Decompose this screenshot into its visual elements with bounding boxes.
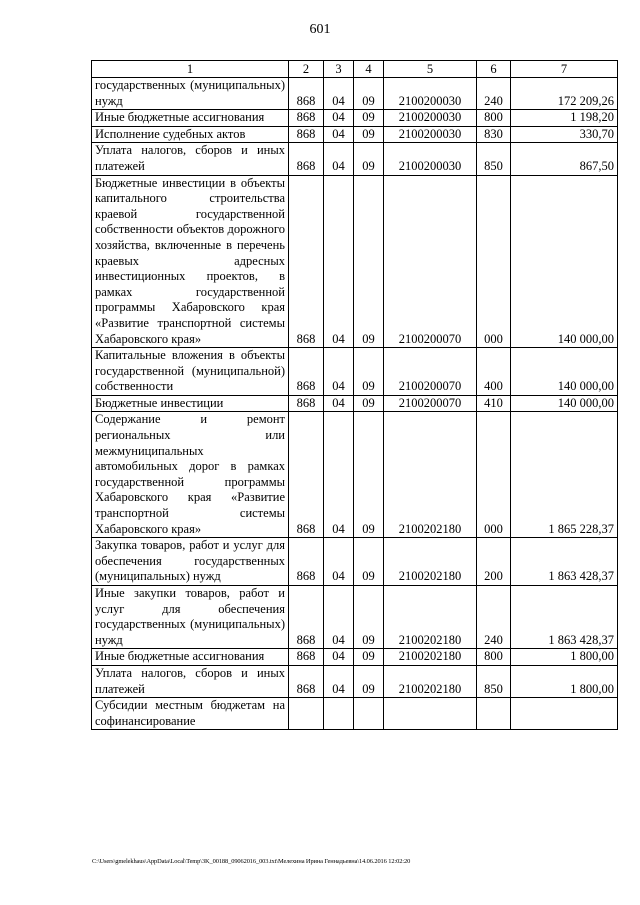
column-header-5: 5 [384,61,477,78]
row-rz: 04 [324,538,354,586]
row-rz: 04 [324,412,354,538]
row-csr [384,698,477,730]
row-vr: 850 [477,143,511,175]
row-vr: 240 [477,586,511,649]
row-rz: 04 [324,665,354,697]
table-header [92,61,618,78]
column-header-3: 3 [324,61,354,78]
row-csr: 2100202180 [384,538,477,586]
row-name: Содержание и ремонт региональных или межмуниципальных автомобильных дорог в рамках государственной программы Хабаровского края «Развитие транспортной системы Хабаровского края» [92,412,289,538]
row-pr [354,698,384,730]
row-ved: 868 [289,348,324,396]
row-sum: 1 800,00 [511,665,618,697]
row-ved [289,698,324,730]
table-row [92,110,618,127]
row-ved: 868 [289,538,324,586]
row-rz: 04 [324,78,354,110]
row-vr: 850 [477,665,511,697]
row-name: Бюджетные инвестиции [92,395,289,412]
row-vr: 000 [477,412,511,538]
row-pr: 09 [354,665,384,697]
row-ved: 868 [289,126,324,143]
row-name: Закупка товаров, работ и услуг для обеспечения государственных (муниципальных) нужд [92,538,289,586]
row-pr: 09 [354,412,384,538]
table-row [92,78,618,110]
row-pr: 09 [354,348,384,396]
row-vr: 800 [477,649,511,666]
row-vr: 410 [477,395,511,412]
row-sum: 140 000,00 [511,175,618,348]
row-name: Иные закупки товаров, работ и услуг для обеспечения государственных (муниципальных) нужд [92,586,289,649]
row-vr: 000 [477,175,511,348]
row-ved: 868 [289,395,324,412]
row-csr: 2100200030 [384,78,477,110]
column-header-2: 2 [289,61,324,78]
column-header-7: 7 [511,61,618,78]
row-name: Уплата налогов, сборов и иных платежей [92,665,289,697]
row-csr: 2100200030 [384,110,477,127]
table-row [92,175,618,348]
row-name: Исполнение судебных актов [92,126,289,143]
row-name: Иные бюджетные ассигнования [92,110,289,127]
row-pr: 09 [354,126,384,143]
table-row [92,143,618,175]
row-name: Субсидии местным бюджетам на софинансирование [92,698,289,730]
row-rz: 04 [324,348,354,396]
row-vr: 830 [477,126,511,143]
row-rz: 04 [324,110,354,127]
row-vr [477,698,511,730]
row-pr: 09 [354,78,384,110]
table-row [92,698,618,730]
row-name: Бюджетные инвестиции в объекты капитального строительства краевой государственной собственности объектов дорожного хозяйства, включенные в перечень краевых адресных инвестиционных проектов, в рамках государственной программы Хабаровского края «Развитие транспортной системы Хабаровского края» [92,175,289,348]
row-vr: 200 [477,538,511,586]
row-rz: 04 [324,175,354,348]
row-sum [511,698,618,730]
row-sum: 1 800,00 [511,649,618,666]
row-vr: 400 [477,348,511,396]
row-rz: 04 [324,649,354,666]
table-row [92,395,618,412]
row-rz [324,698,354,730]
row-vr: 800 [477,110,511,127]
row-pr: 09 [354,395,384,412]
row-name: государственных (муниципальных) нужд [92,78,289,110]
row-csr: 2100200070 [384,395,477,412]
table-row [92,412,618,538]
row-ved: 868 [289,665,324,697]
row-vr: 240 [477,78,511,110]
row-csr: 2100200070 [384,175,477,348]
row-csr: 2100202180 [384,665,477,697]
column-header-4: 4 [354,61,384,78]
row-csr: 2100200070 [384,348,477,396]
header-row [92,61,618,78]
row-name: Капитальные вложения в объекты государственной (муниципальной) собственности [92,348,289,396]
row-csr: 2100202180 [384,586,477,649]
row-csr: 2100200030 [384,126,477,143]
row-csr: 2100202180 [384,649,477,666]
table-row [92,348,618,396]
row-sum: 867,50 [511,143,618,175]
page-number: 601 [309,22,331,37]
row-ved: 868 [289,586,324,649]
row-name: Иные бюджетные ассигнования [92,649,289,666]
row-pr: 09 [354,649,384,666]
row-rz: 04 [324,586,354,649]
table-row [92,586,618,649]
row-ved: 868 [289,143,324,175]
row-ved: 868 [289,78,324,110]
budget-table [91,60,618,730]
row-rz: 04 [324,395,354,412]
row-pr: 09 [354,110,384,127]
row-sum: 140 000,00 [511,348,618,396]
table-row [92,538,618,586]
footer-file-path: C:\Users\gmelekhaus\AppData\Local\Temp\3K_00188_09062016_003.txt\Мелехина Ирина Геннадьевна\14.06.2016 12:02:20 [92,858,411,865]
table-row [92,126,618,143]
row-ved: 868 [289,649,324,666]
row-sum: 140 000,00 [511,395,618,412]
column-header-1: 1 [92,61,289,78]
row-rz: 04 [324,143,354,175]
row-sum: 1 863 428,37 [511,538,618,586]
row-ved: 868 [289,175,324,348]
row-ved: 868 [289,412,324,538]
row-sum: 1 865 228,37 [511,412,618,538]
row-pr: 09 [354,143,384,175]
row-sum: 1 198,20 [511,110,618,127]
column-header-6: 6 [477,61,511,78]
row-ved: 868 [289,110,324,127]
table-row [92,665,618,697]
row-sum: 172 209,26 [511,78,618,110]
row-rz: 04 [324,126,354,143]
row-csr: 2100202180 [384,412,477,538]
row-sum: 330,70 [511,126,618,143]
row-pr: 09 [354,538,384,586]
row-pr: 09 [354,175,384,348]
row-sum: 1 863 428,37 [511,586,618,649]
table-row [92,649,618,666]
row-pr: 09 [354,586,384,649]
table-body [92,78,618,730]
row-csr: 2100200030 [384,143,477,175]
row-name: Уплата налогов, сборов и иных платежей [92,143,289,175]
